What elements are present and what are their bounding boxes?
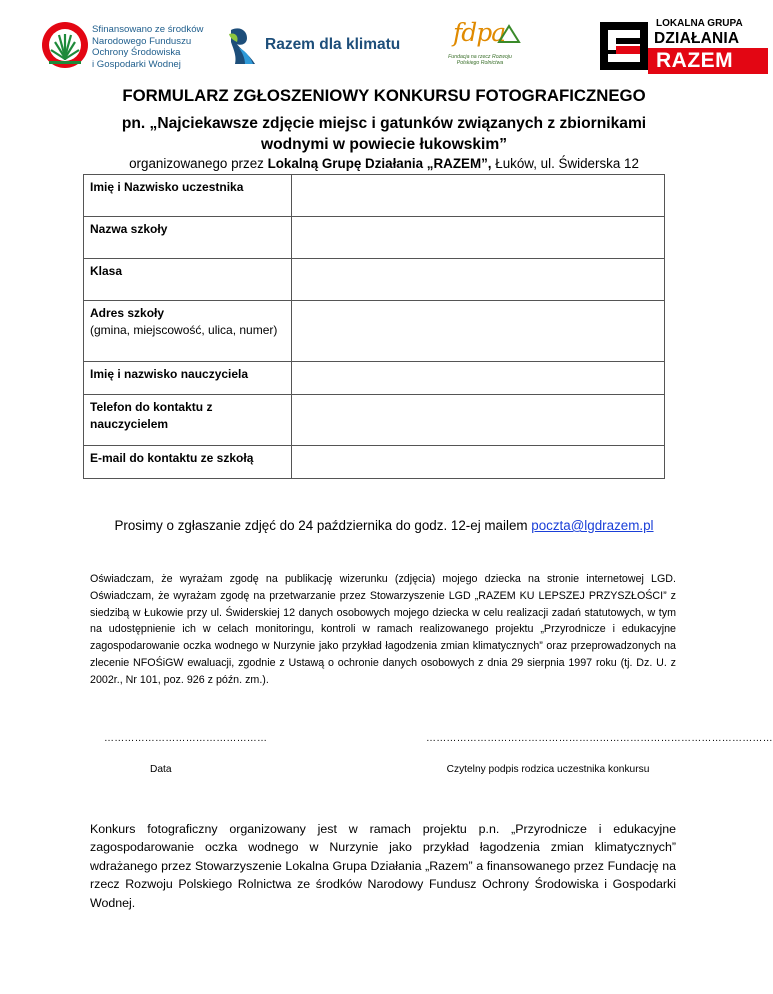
nfosigw-emblem-icon bbox=[40, 20, 90, 70]
razem-dla-klimatu-logo bbox=[225, 24, 415, 68]
school-address-label: Adres szkoły bbox=[90, 306, 165, 320]
organizer-name: Lokalną Grupę Działania „RAZEM”, bbox=[267, 156, 492, 171]
form-label bbox=[84, 301, 292, 362]
project-info-footer: Konkurs fotograficzny organizowany jest w ramach projektu p.n. „Przyrodnicze i edukacyjne zagospodarowanie oczka wodnego w Nurzynie jako przykład łagodzenia zmian klimatycznych” wdrażanego przez Stowarzyszenie Lokalna Grupa Działania „Razem” a finansowanego przez Fundację na rzecz Rozwoju Polskiego Rolnictwa ze środków Narodowy Fundusz Ochrony Środowiska i Gospodarki Wodnej. bbox=[90, 822, 676, 910]
nfosigw-logo-text: Sfinansowano ze środków Narodowego Funduszu Ochrony Środowiska i Gospodarki Wodnej bbox=[92, 24, 204, 70]
parent-signature-line[interactable]: ………………………………………………………………………………………… bbox=[426, 733, 773, 744]
form-label: Imię i Nazwisko uczestnika bbox=[84, 175, 292, 217]
school-name-field[interactable] bbox=[292, 217, 665, 259]
consent-statement: Oświadczam, że wyrażam zgodę na publikację wizerunku (zdjęcia) mojego dziecka na stronie internetowej LGD. Oświadczam, że wyrażam zgodę na przetwarzanie przez Stowarzyszenie LGD „RAZEM KU LEPSZEJ PRZYSZŁOŚCI” z siedzibą w Łukowie przy ul. Świderskiej 12 danych osobowych mojego dziecka w celu realizacji zadań statutowych, w tym na udostępnienie ich w celach monitoringu, kontroli w ramach realizowanego projektu „Przyrodnicze i edukacyjne zagospodarowanie oczka wodnego w Nurzynie jako przykład łagodzenia zmian klimatycznych” oraz przeprowadzonych na zlecenie NFOŚiGW ewaluacji, zgodnie z Ustawą o ochronie danych osobowych z dnia 29 sierpnia 1997 roku (tj. Dz. U. z 2002r., Nr 101, poz. 926 z późn. zm.). bbox=[90, 573, 676, 686]
fdpa-mark-icon bbox=[497, 22, 521, 46]
form-label: Telefon do kontaktu z nauczycielem bbox=[84, 395, 292, 446]
fdpa-subtitle: Fundacja na rzecz Rozwoju Polskiego Rolnictwa bbox=[448, 54, 512, 67]
form-row bbox=[84, 259, 665, 301]
form-label: Nazwa szkoły bbox=[84, 217, 292, 259]
school-email-field[interactable] bbox=[292, 446, 665, 479]
deadline-notice bbox=[0, 518, 768, 533]
signature-label: Czytelny podpis rodzica uczestnika konkursu bbox=[446, 764, 650, 775]
form-row bbox=[84, 301, 665, 362]
lgd-line3: RAZEM bbox=[648, 48, 768, 74]
date-label: Data bbox=[150, 764, 172, 775]
form-row bbox=[84, 446, 665, 479]
class-field[interactable] bbox=[292, 259, 665, 301]
fdpa-logo bbox=[445, 18, 535, 74]
participant-name-field[interactable] bbox=[292, 175, 665, 217]
form-row bbox=[84, 217, 665, 259]
lgd-razem-logo bbox=[598, 18, 768, 74]
form-label: Klasa bbox=[84, 259, 292, 301]
application-form-table bbox=[83, 174, 665, 479]
date-signature-line[interactable]: ………………………………………… bbox=[104, 733, 268, 744]
razem-dla-klimatu-text: Razem dla klimatu bbox=[265, 36, 401, 53]
form-row bbox=[84, 395, 665, 446]
school-address-sublabel: (gmina, miejscowość, ulica, numer) bbox=[90, 323, 278, 337]
page-title: FORMULARZ ZGŁOSZENIOWY KONKURSU FOTOGRAFICZNEGO bbox=[122, 86, 646, 105]
contact-email-link[interactable]: poczta@lgdrazem.pl bbox=[531, 518, 654, 533]
form-label: E-mail do kontaktu ze szkołą bbox=[84, 446, 292, 479]
form-row bbox=[84, 175, 665, 217]
person-leaf-icon bbox=[225, 24, 261, 68]
lgd-line2: DZIAŁANIA bbox=[654, 30, 740, 47]
form-label: Imię i nazwisko nauczyciela bbox=[84, 362, 292, 395]
fdpa-brand-text: fdpa bbox=[453, 18, 506, 47]
organizer-line bbox=[0, 156, 768, 171]
contest-subtitle: pn. „Najciekawsze zdjęcie miejsc i gatunków związanych z zbiornikami wodnymi w powiecie łukowskim” bbox=[121, 115, 647, 153]
school-address-field[interactable] bbox=[292, 301, 665, 362]
teacher-phone-field[interactable] bbox=[292, 395, 665, 446]
organizer-prefix: organizowanego przez bbox=[129, 156, 268, 171]
organizer-suffix: Łuków, ul. Świderska 12 bbox=[491, 156, 639, 171]
lgd-emblem-icon bbox=[598, 20, 650, 72]
form-row bbox=[84, 362, 665, 395]
nfosigw-logo bbox=[40, 20, 210, 76]
deadline-text: Prosimy o zgłaszanie zdjęć do 24 października do godz. 12-ej mailem bbox=[114, 518, 532, 533]
teacher-name-field[interactable] bbox=[292, 362, 665, 395]
lgd-line1: LOKALNA GRUPA bbox=[656, 18, 743, 29]
